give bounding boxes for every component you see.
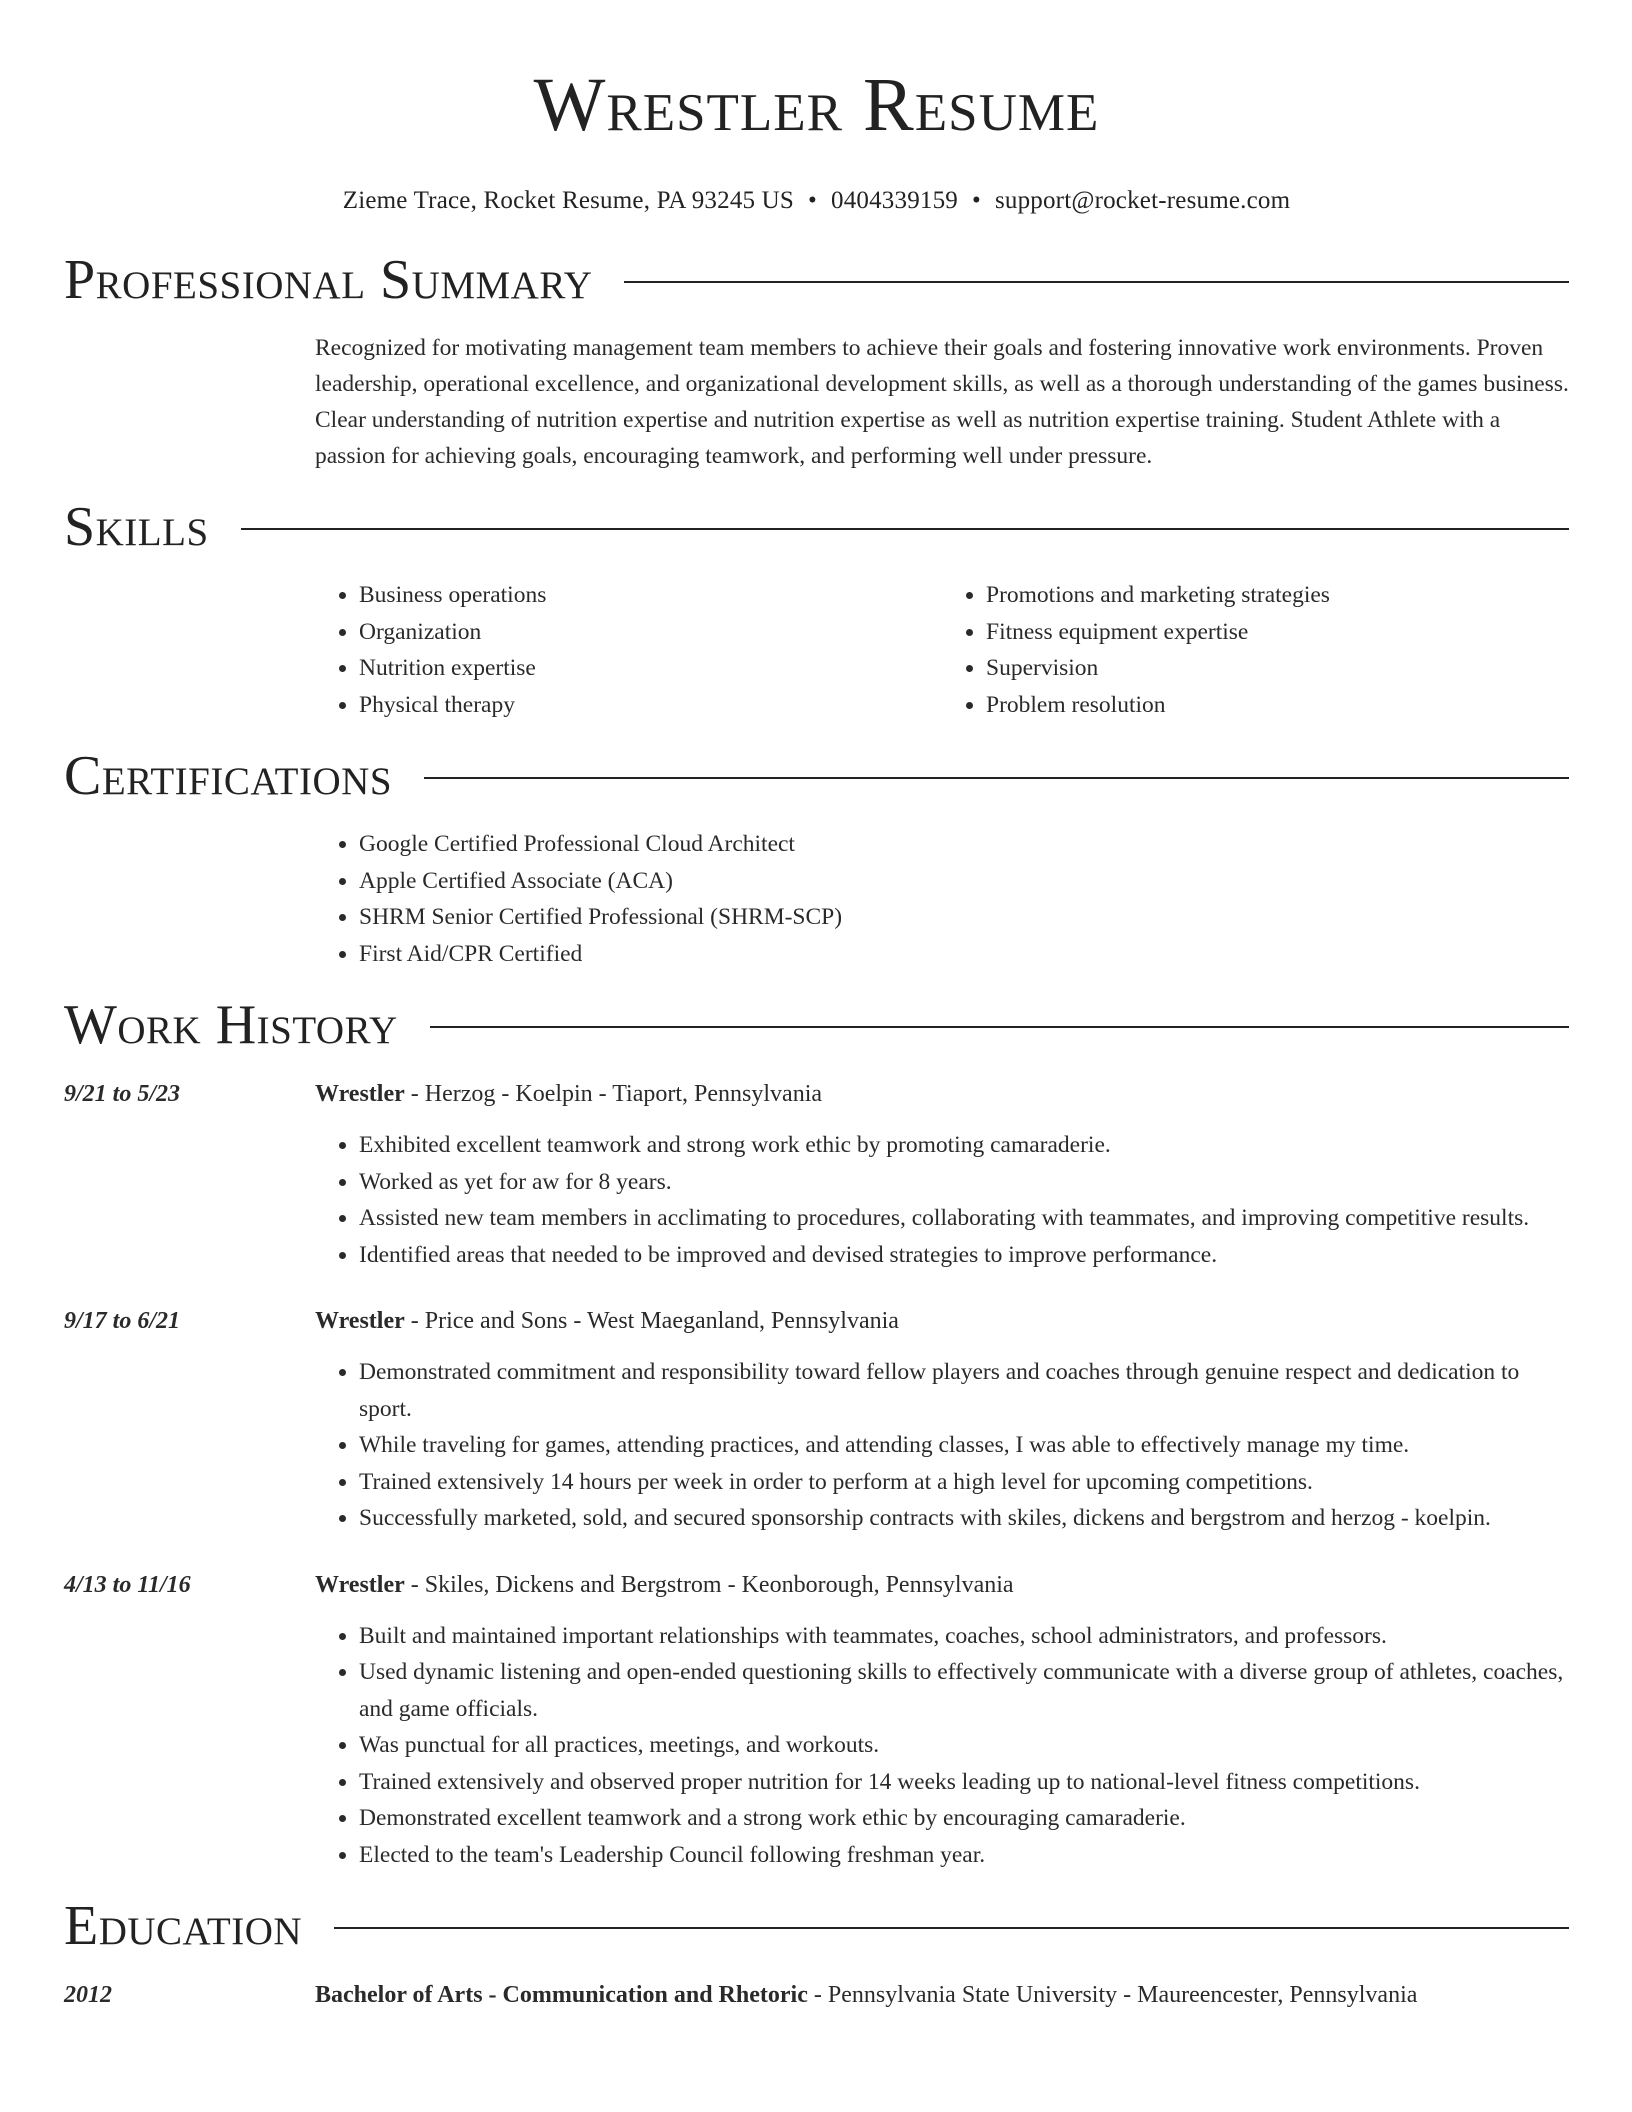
job-title: Wrestler [315,1571,405,1598]
section-divider [624,281,1569,283]
education-detail [315,1977,1569,2013]
job-employer: - Herzog - Koelpin - Tiaport, Pennsylvania [404,1081,823,1107]
certification-item: • Google Certified Professional Cloud Architect [359,826,1569,863]
job-bullet: • Was punctual for all practices, meetings, and workouts. [359,1727,1569,1764]
education-entry [64,1977,1569,2013]
skill-item: • Problem resolution [986,687,1569,724]
skills-list-right [942,577,1569,723]
summary-section [64,243,1569,474]
education-header [64,1889,1569,1963]
contact-line [64,187,1569,215]
job-heading [315,1303,1569,1339]
job-heading [315,1076,1569,1112]
job-detail [315,1303,1569,1537]
contact-phone: 0404339159 [831,187,958,214]
education-degree: Bachelor of Arts - Communication and Rhetoric [315,1982,808,2008]
skills-grid [315,577,1569,723]
job-entry [64,1567,1569,1874]
job-title: Wrestler [315,1081,405,1107]
job-bullet: • Assisted new team members in acclimating to procedures, collaborating with teammates, and improving competitive results. [359,1200,1569,1237]
job-entry [64,1076,1569,1273]
job-detail [315,1076,1569,1273]
job-bullet: • Trained extensively and observed proper nutrition for 14 weeks leading up to national-level fitness competitions. [359,1764,1569,1801]
summary-text: Recognized for motivating management team members to achieve their goals and fostering innovative work environments. Proven leadership, operational excellence, and organizational development skills, as well as a thorough understanding of the games business. Clear understanding of nutrition expertise and nutrition expertise as well as nutrition expertise training. Student Athlete with a passion for achieving goals, encouraging teamwork, and performing well under pressure. [315,335,1569,469]
skill-item: • Business operations [359,577,942,614]
job-bullet: • Demonstrated excellent teamwork and a strong work ethic by encouraging camaraderie. [359,1800,1569,1837]
contact-separator: • [808,187,817,214]
job-employer: - Price and Sons - West Maeganland, Pennsylvania [404,1308,899,1334]
section-divider [430,1026,1569,1028]
skill-item: • Promotions and marketing strategies [986,577,1569,614]
education-year: 2012 [64,1982,112,2008]
skill-item: • Physical therapy [359,687,942,724]
section-heading: Education [64,1895,303,1957]
certifications-list [315,826,1569,972]
contact-email: support@rocket-resume.com [994,187,1291,214]
skill-item: • Nutrition expertise [359,650,942,687]
work-history-header [64,988,1569,1062]
certification-item: • First Aid/CPR Certified [359,936,1569,973]
contact-address: Zieme Trace, Rocket Resume, PA 93245 US [342,187,795,214]
certification-item: • Apple Certified Associate (ACA) [359,863,1569,900]
section-divider [424,777,1569,779]
skills-body [315,577,1569,723]
work-history-section [64,988,1569,1873]
job-bullets [315,1127,1569,1273]
skill-item: • Fitness equipment expertise [986,614,1569,651]
job-bullet: • Used dynamic listening and open-ended questioning skills to effectively communicate with a diverse group of athletes, coaches, and game officials. [359,1654,1569,1727]
job-entry [64,1303,1569,1537]
job-employer: - Skiles, Dickens and Bergstrom - Keonborough, Pennsylvania [404,1571,1014,1598]
section-heading: Skills [64,496,209,558]
job-heading [315,1567,1569,1603]
job-dates: 9/17 to 6/21 [64,1308,181,1334]
document-title: Wrestler Resume [533,63,1100,147]
section-divider [241,528,1569,530]
certifications-section [64,739,1569,972]
summary-header [64,243,1569,317]
job-bullet: • Built and maintained important relationships with teammates, coaches, school administrators, and professors. [359,1618,1569,1655]
job-bullet: • Elected to the team's Leadership Council following freshman year. [359,1837,1569,1874]
job-bullet: • Trained extensively 14 hours per week in order to perform at a high level for upcoming competitions. [359,1464,1569,1501]
certifications-header [64,739,1569,813]
education-section [64,1889,1569,2013]
job-bullet: • Identified areas that needed to be improved and devised strategies to improve performance. [359,1237,1569,1274]
job-bullet: • Demonstrated commitment and responsibility toward fellow players and coaches through genuine respect and dedication to sport. [359,1354,1569,1427]
certifications-body [315,826,1569,972]
job-bullet: • Successfully marketed, sold, and secured sponsorship contracts with skiles, dickens and bergstrom and herzog - koelpin. [359,1500,1569,1537]
skills-section [64,490,1569,723]
certification-item: • SHRM Senior Certified Professional (SHRM-SCP) [359,899,1569,936]
section-heading: Work History [64,994,398,1056]
job-dates: 4/13 to 11/16 [64,1571,191,1598]
section-divider [334,1927,1569,1929]
job-title: Wrestler [315,1308,405,1334]
job-bullet: • Worked as yet for aw for 8 years. [359,1164,1569,1201]
skills-header [64,490,1569,564]
section-heading: Certifications [64,745,393,807]
job-detail [315,1567,1569,1874]
section-heading: Professional Summary [64,249,593,311]
job-bullet: • While traveling for games, attending practices, and attending classes, I was able to effectively manage my time. [359,1427,1569,1464]
job-bullets [315,1618,1569,1874]
job-dates: 9/21 to 5/23 [64,1081,181,1107]
skill-item: • Organization [359,614,942,651]
skills-list-left [315,577,942,723]
summary-body [315,330,1569,474]
contact-separator: • [972,187,981,214]
job-bullet: • Exhibited excellent teamwork and strong work ethic by promoting camaraderie. [359,1127,1569,1164]
job-bullets [315,1354,1569,1537]
education-institution: - Pennsylvania State University - Maureencester, Pennsylvania [807,1982,1418,2008]
skill-item: • Supervision [986,650,1569,687]
